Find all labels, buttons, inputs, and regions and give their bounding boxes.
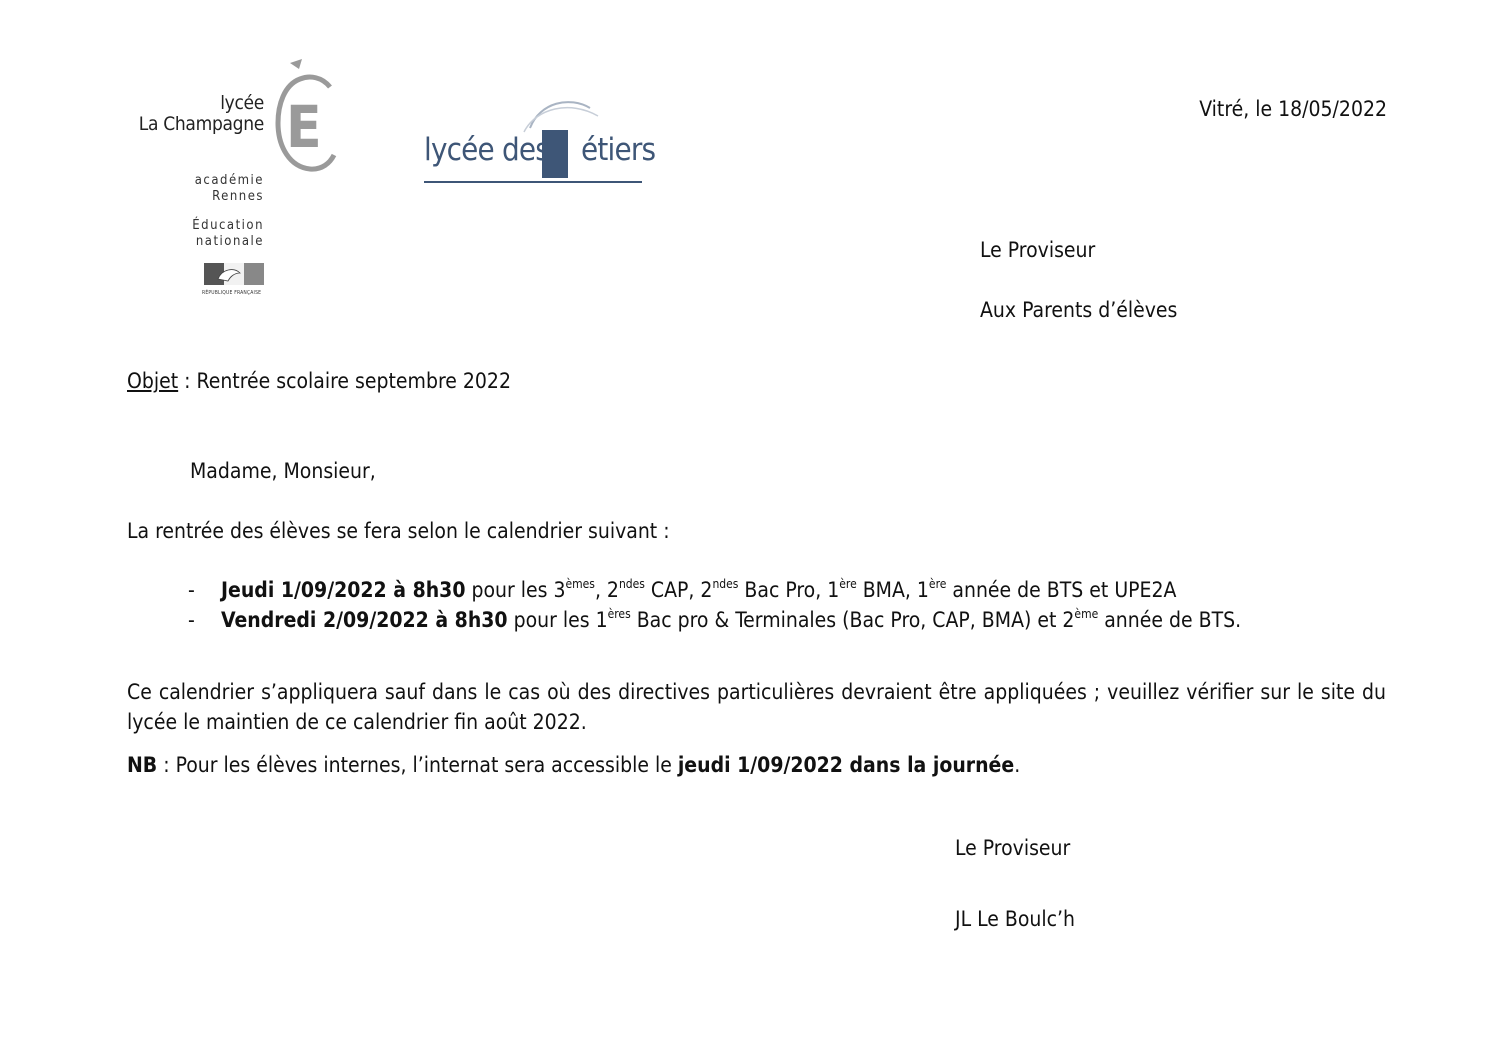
metiers-wordmark [424, 132, 655, 168]
bullet-1-text: CAP, 2 [644, 578, 713, 602]
metiers-etiers: étiers [581, 132, 656, 168]
academie-line1: académie [194, 173, 264, 188]
bullet-2-text: année de BTS. [1098, 608, 1242, 632]
bullet-1-sup: ère [839, 577, 857, 591]
bullet-1-sup: ère [928, 577, 947, 591]
subject-line [127, 366, 511, 396]
education-line1: Éducation [192, 218, 264, 233]
school-name-line1: lycée [220, 92, 264, 114]
lycee-des-metiers-logo [420, 98, 656, 188]
subject-text: : Rentrée scolaire septembre 2022 [178, 369, 511, 393]
nb-end: . [1014, 753, 1021, 777]
nb-label: NB [127, 753, 158, 777]
svg-text:E: E [286, 93, 322, 161]
bullet-1-sup: èmes [565, 577, 595, 591]
sender: Le Proviseur [980, 238, 1096, 262]
school-name-line2: La Champagne [138, 113, 264, 135]
bullet-2-sup: ème [1074, 607, 1099, 621]
recipient: Aux Parents d’élèves [980, 298, 1178, 322]
republique-label: RÉPUBLIQUE FRANÇAISE [202, 290, 262, 296]
nb-date: jeudi 1/09/2022 dans la journée [677, 753, 1015, 777]
bullet-1-date: Jeudi 1/09/2022 à 8h30 [221, 578, 466, 602]
lycee-la-champagne-logo [138, 55, 350, 305]
bullet-2-text: pour les 1 [507, 608, 608, 632]
bullet-1-text: , 2 [594, 578, 619, 602]
subject-label: Objet [127, 369, 179, 393]
bullet-1-text: année de BTS et UPE2A [946, 578, 1177, 602]
greeting: Madame, Monsieur, [190, 459, 376, 483]
bullet-dash: - [188, 578, 195, 602]
bullet-item-1 [188, 575, 1386, 605]
academie-label [195, 173, 264, 205]
bullet-item-2 [188, 605, 1386, 665]
school-name [139, 93, 264, 135]
bullet-2-date: Vendredi 2/09/2022 à 8h30 [221, 608, 508, 632]
bullet-1-text: Bac Pro, 1 [738, 578, 840, 602]
signature-name: JL Le Boulc’h [955, 907, 1075, 931]
bullet-body-2 [221, 605, 1386, 635]
bullet-1-text: pour les 3 [465, 578, 566, 602]
nb-text: : Pour les élèves internes, l’internat sera accessible le [157, 753, 678, 777]
education-line2: nationale [195, 234, 264, 249]
nb-line [127, 750, 1020, 780]
marianne-flag-icon [204, 263, 264, 285]
metiers-lycee-des: lycée des [424, 132, 558, 168]
education-label [192, 218, 264, 250]
bullet-dash: - [188, 608, 195, 632]
academie-line2: Rennes [212, 189, 264, 204]
calendar-paragraph: Ce calendrier s’appliquera sauf dans le cas où des directives particulières devraient être appliquées ; veuillez vérifier sur le site du lycée le maintien de ce calendrier fin août 2022. [127, 680, 1386, 734]
intro: La rentrée des élèves se fera selon le calendrier suivant : [127, 519, 670, 543]
date-line: Vitré, le 18/05/2022 [1199, 97, 1387, 121]
bullet-2-text: Bac pro & Terminales (Bac Pro, CAP, BMA) et 2 [630, 608, 1075, 632]
bullet-1-text: BMA, 1 [856, 578, 929, 602]
bullet-1-sup: ndes [618, 577, 645, 591]
signature-title: Le Proviseur [955, 836, 1071, 860]
bullet-body-1 [221, 575, 1386, 605]
bullet-2-sup: ères [607, 607, 631, 621]
e-monogram-icon [272, 57, 342, 177]
bullet-1-sup: ndes [712, 577, 739, 591]
